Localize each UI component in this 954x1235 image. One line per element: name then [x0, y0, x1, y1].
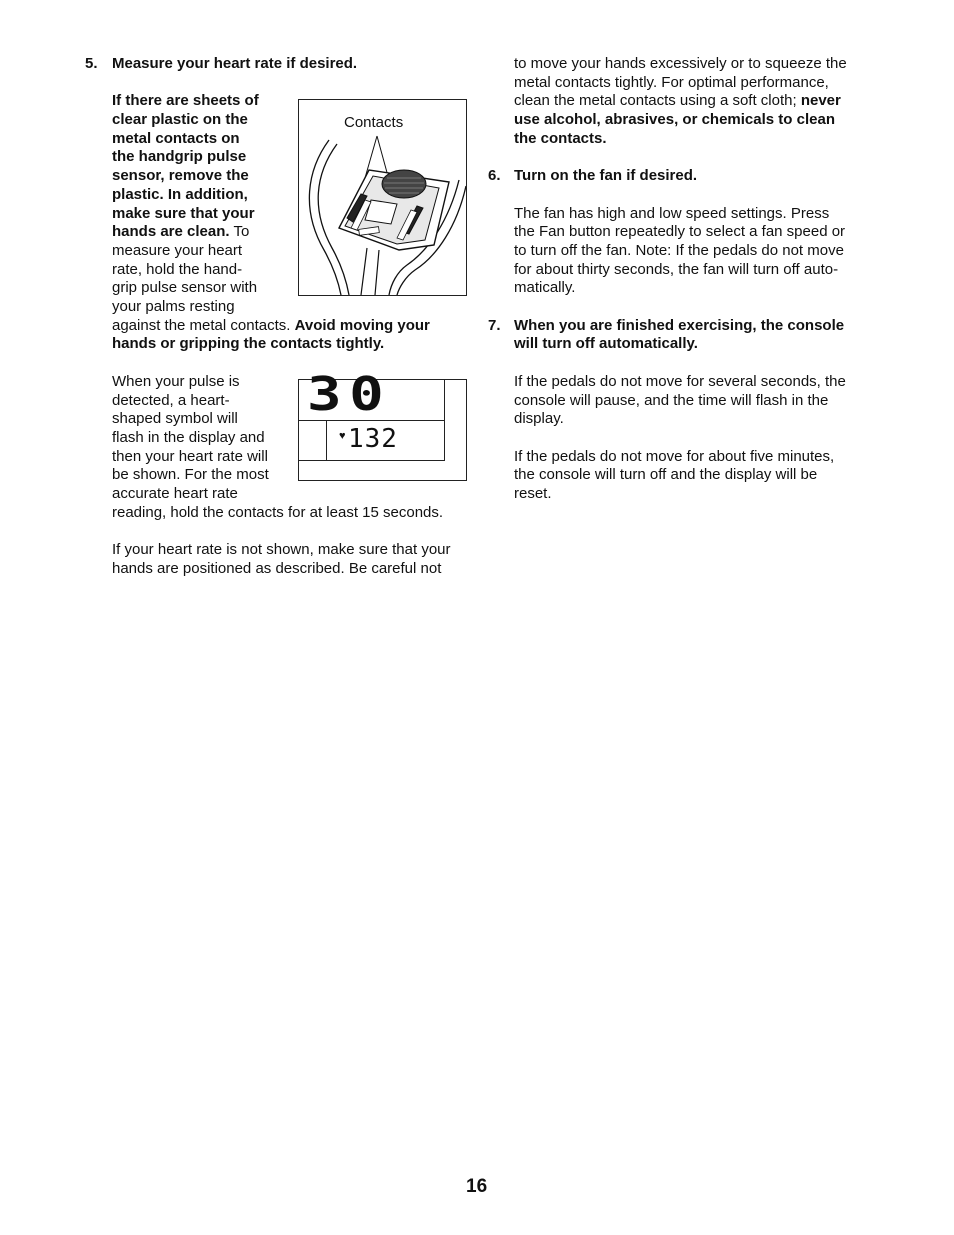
text-line: If your heart rate is not shown, make sure that your — [112, 541, 451, 558]
text-bold: Avoid moving your — [294, 317, 430, 334]
text-line: the Fan button repeatedly to select a fan speed or — [514, 223, 846, 240]
text-line: hands are positioned as described. Be careful not — [112, 560, 442, 577]
text-line — [112, 223, 249, 242]
text-line: for about thirty seconds, the fan will turn off auto- — [514, 261, 839, 278]
handgrip-console-illustration — [299, 100, 466, 295]
text-line: The fan has high and low speed settings. Press — [514, 205, 830, 222]
text-line: make sure that your — [112, 205, 255, 222]
lcd-divider — [326, 420, 327, 460]
step-7-number: 7. — [488, 317, 501, 334]
step-5-number: 5. — [85, 55, 98, 72]
text-line: If the pedals do not move for about five minutes, — [514, 448, 835, 465]
text-line: reading, hold the contacts for at least 15 seconds. — [112, 504, 444, 521]
lcd-heart-rate: 132 — [348, 424, 398, 454]
text-line: use alcohol, abrasives, or chemicals to clean — [514, 111, 835, 128]
text-line: reset. — [514, 485, 552, 502]
text-line: console will pause, and the time will flash in the — [514, 392, 829, 409]
text-line: metal contacts tightly. For optimal performance, — [514, 74, 829, 91]
text-line: metal contacts on — [112, 130, 240, 147]
text-line: rate, hold the hand- — [112, 261, 243, 278]
text-line: If there are sheets of — [112, 92, 259, 109]
text-line: the contacts. — [514, 130, 607, 147]
text-line — [112, 317, 430, 336]
heart-symbol-icon: ♥ — [339, 430, 346, 442]
text-line: hands or gripping the contacts tightly. — [112, 335, 385, 352]
text-line: If the pedals do not move for several seconds, the — [514, 373, 846, 390]
text-normal: against the metal contacts. — [112, 317, 295, 334]
display-figure — [298, 367, 467, 481]
text-normal: clean the metal contacts using a soft cloth; — [514, 92, 801, 109]
lcd-panel — [299, 367, 445, 461]
text-line: matically. — [514, 279, 576, 296]
step-7-heading: When you are finished exercising, the console — [514, 317, 845, 334]
step-5-heading: Measure your heart rate if desired. — [112, 55, 358, 72]
text-line: flash in the display and — [112, 429, 265, 446]
text-line: display. — [514, 410, 564, 427]
text-line: accurate heart rate — [112, 485, 238, 502]
text-line: shaped symbol will — [112, 410, 238, 427]
text-normal: To — [229, 223, 250, 240]
lcd-time-digits: 30 — [307, 367, 392, 421]
text-line — [514, 92, 841, 111]
text-line: detected, a heart- — [112, 392, 230, 409]
text-line: measure your heart — [112, 242, 243, 259]
contacts-figure — [298, 99, 467, 296]
text-line: to move your hands excessively or to squeeze the — [514, 55, 847, 72]
step-6-number: 6. — [488, 167, 501, 184]
contacts-label: Contacts — [344, 114, 404, 131]
text-line: When your pulse is — [112, 373, 240, 390]
step-7-heading: will turn off automatically. — [514, 335, 698, 352]
text-line: your palms resting — [112, 298, 235, 315]
text-line: the console will turn off and the display will be — [514, 466, 818, 483]
text-line: to turn off the fan. Note: If the pedals do not move — [514, 242, 844, 259]
text-bold: hands are clean. — [112, 223, 230, 240]
text-line: sensor, remove the — [112, 167, 249, 184]
text-bold: never — [800, 92, 841, 109]
text-line: the handgrip pulse — [112, 148, 247, 165]
page-number: 16 — [466, 1176, 488, 1197]
text-line: grip pulse sensor with — [112, 279, 258, 296]
text-line: be shown. For the most — [112, 466, 269, 483]
text-line: clear plastic on the — [112, 111, 248, 128]
text-line: then your heart rate will — [112, 448, 268, 465]
step-6-heading: Turn on the fan if desired. — [514, 167, 698, 184]
text-line: plastic. In addition, — [112, 186, 248, 203]
